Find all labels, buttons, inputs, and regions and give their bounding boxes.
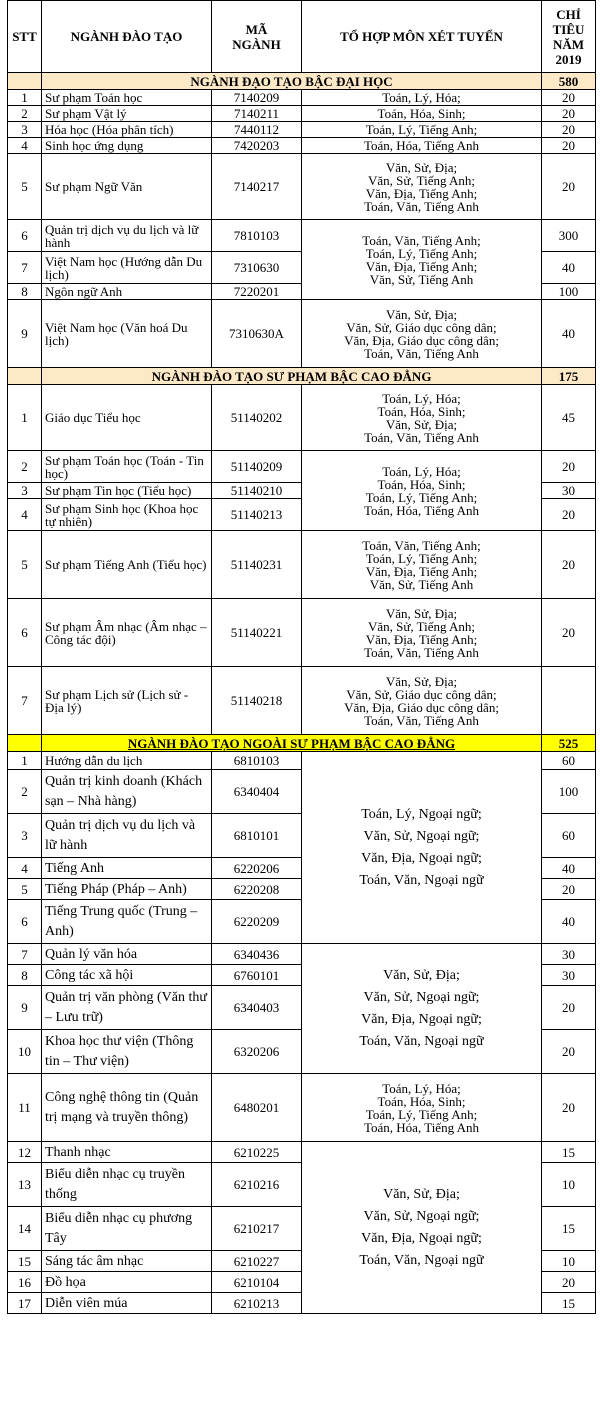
section-total: 525 bbox=[542, 735, 596, 752]
table-row: 7 Quản lý văn hóa 6340436 Văn, Sử, Địa; Văn, Sử, Ngoại ngữ; Văn, Địa, Ngoại ngữ; Toán, Văn, Ngoại ngữ 30 bbox=[8, 944, 596, 965]
table-row: 4 Sư phạm Sinh học (Khoa học tự nhiên) 51140213 20 bbox=[8, 499, 596, 531]
section-university bbox=[8, 73, 596, 90]
table-row: 7 Việt Nam học (Hướng dẫn Du lịch) 7310630 40 bbox=[8, 252, 596, 284]
section-total: 175 bbox=[542, 368, 596, 385]
table-row: 12 Thanh nhạc 6210225 Văn, Sử, Địa; Văn, Sử, Ngoại ngữ; Văn, Địa, Ngoại ngữ; Toán, Văn, Ngoại ngữ 15 bbox=[8, 1142, 596, 1163]
table-row: 2 Sư phạm Toán học (Toán - Tin học) 51140209 Toán, Lý, Hóa; Toán, Hóa, Sinh; Toán, Lý, Tiếng Anh; Toán, Hóa, Tiếng Anh 20 bbox=[8, 451, 596, 483]
table-row: 11 Công nghệ thông tin (Quản trị mạng và truyền thông) 6480201 Toán, Lý, Hóa; Toán, Hóa, Sinh; Toán, Lý, Tiếng Anh; Toán, Hóa, Tiếng Anh 20 bbox=[8, 1074, 596, 1142]
table-row: 9 Việt Nam học (Văn hoá Du lịch) 7310630A Văn, Sử, Địa; Văn, Sử, Giáo dục công dân; Văn, Địa, Giáo dục công dân; Toán, Văn, Tiếng Anh 40 bbox=[8, 300, 596, 368]
header-major: NGÀNH ĐÀO TẠO bbox=[42, 1, 212, 73]
header-quota: CHỈ TIÊU NĂM 2019 bbox=[542, 1, 596, 73]
header-stt: STT bbox=[8, 1, 42, 73]
section-pedagogy-college bbox=[8, 368, 596, 385]
section-total: 580 bbox=[542, 73, 596, 90]
table-row: 4 Sinh học ứng dụng 7420203 Toán, Hóa, Tiếng Anh 20 bbox=[8, 138, 596, 154]
table-row: 3 Quản trị dịch vụ du lịch và lữ hành 6810101 60 bbox=[8, 814, 596, 858]
section-title: NGÀNH ĐẠO TẠO BẬC ĐẠI HỌC bbox=[42, 73, 542, 90]
table-row: 14 Biểu diễn nhạc cụ phương Tây 6210217 15 bbox=[8, 1207, 596, 1251]
header-combo: TỔ HỢP MÔN XÉT TUYỂN bbox=[302, 1, 542, 73]
table-row: 5 Tiếng Pháp (Pháp – Anh) 6220208 20 bbox=[8, 879, 596, 900]
table-row: 6 Sư phạm Âm nhạc (Âm nhạc – Công tác đội) 51140221 Văn, Sử, Địa; Văn, Sử, Tiếng Anh; Văn, Địa, Tiếng Anh; Toán, Văn, Tiếng Anh 20 bbox=[8, 599, 596, 667]
table-row: 1 Hướng dẫn du lịch 6810103 Toán, Lý, Ngoại ngữ; Văn, Sử, Ngoại ngữ; Văn, Địa, Ngoại ngữ; Toán, Văn, Ngoại ngữ 60 bbox=[8, 752, 596, 770]
table-row: 16 Đồ họa 6210104 20 bbox=[8, 1272, 596, 1293]
table-row: 6 Tiếng Trung quốc (Trung – Anh) 6220209 40 bbox=[8, 900, 596, 944]
table-row: 7 Sư phạm Lịch sử (Lịch sử - Địa lý) 51140218 Văn, Sử, Địa; Văn, Sử, Giáo dục công dân; Văn, Địa, Giáo dục công dân; Toán, Văn, Tiếng Anh bbox=[8, 667, 596, 735]
table-row: 2 Quản trị kinh doanh (Khách sạn – Nhà hàng) 6340404 100 bbox=[8, 770, 596, 814]
table-row: 1 Giáo dục Tiểu học 51140202 Toán, Lý, Hóa; Toán, Hóa, Sinh; Văn, Sử, Địa; Toán, Văn, Tiếng Anh 45 bbox=[8, 385, 596, 451]
table-row: 13 Biểu diễn nhạc cụ truyền thống 6210216 10 bbox=[8, 1163, 596, 1207]
section-title: NGÀNH ĐÀO TẠO NGOÀI SƯ PHẠM BẬC CAO ĐẲNG bbox=[42, 735, 542, 752]
table-row: 3 Hóa học (Hóa phân tích) 7440112 Toán, Lý, Tiếng Anh; 20 bbox=[8, 122, 596, 138]
table-row: 2 Sư phạm Vật lý 7140211 Toán, Hóa, Sinh; 20 bbox=[8, 106, 596, 122]
header-code: MÃ NGÀNH bbox=[212, 1, 302, 73]
table-row: 10 Khoa học thư viện (Thông tin – Thư viện) 6320206 20 bbox=[8, 1030, 596, 1074]
table-row: 4 Tiếng Anh 6220206 40 bbox=[8, 858, 596, 879]
table-row: 9 Quản trị văn phòng (Văn thư – Lưu trữ) 6340403 20 bbox=[8, 986, 596, 1030]
table-row: 3 Sư phạm Tin học (Tiểu học) 51140210 30 bbox=[8, 483, 596, 499]
table-row: 15 Sáng tác âm nhạc 6210227 10 bbox=[8, 1251, 596, 1272]
table-row: 8 Ngôn ngữ Anh 7220201 100 bbox=[8, 284, 596, 300]
table-row: 5 Sư phạm Ngữ Văn 7140217 Văn, Sử, Địa; Văn, Sử, Tiếng Anh; Văn, Địa, Tiếng Anh; Toán, Văn, Tiếng Anh 20 bbox=[8, 154, 596, 220]
table-header bbox=[8, 1, 596, 73]
table-row: 1 Sư phạm Toán học 7140209 Toán, Lý, Hóa; 20 bbox=[8, 90, 596, 106]
table-row: 17 Diễn viên múa 6210213 15 bbox=[8, 1293, 596, 1314]
table-row: 6 Quản trị dịch vụ du lịch và lữ hành 7810103 Toán, Văn, Tiếng Anh; Toán, Lý, Tiếng Anh; Văn, Địa, Tiếng Anh; Văn, Sử, Tiếng Anh 300 bbox=[8, 220, 596, 252]
section-non-pedagogy-college bbox=[8, 735, 596, 752]
table-row: 5 Sư phạm Tiếng Anh (Tiểu học) 51140231 Toán, Văn, Tiếng Anh; Toán, Lý, Tiếng Anh; Văn, Địa, Tiếng Anh; Văn, Sử, Tiếng Anh 20 bbox=[8, 531, 596, 599]
table-row: 8 Công tác xã hội 6760101 30 bbox=[8, 965, 596, 986]
admission-quota-table bbox=[7, 0, 596, 1314]
section-title: NGÀNH ĐÀO TẠO SƯ PHẠM BẬC CAO ĐẲNG bbox=[42, 368, 542, 385]
